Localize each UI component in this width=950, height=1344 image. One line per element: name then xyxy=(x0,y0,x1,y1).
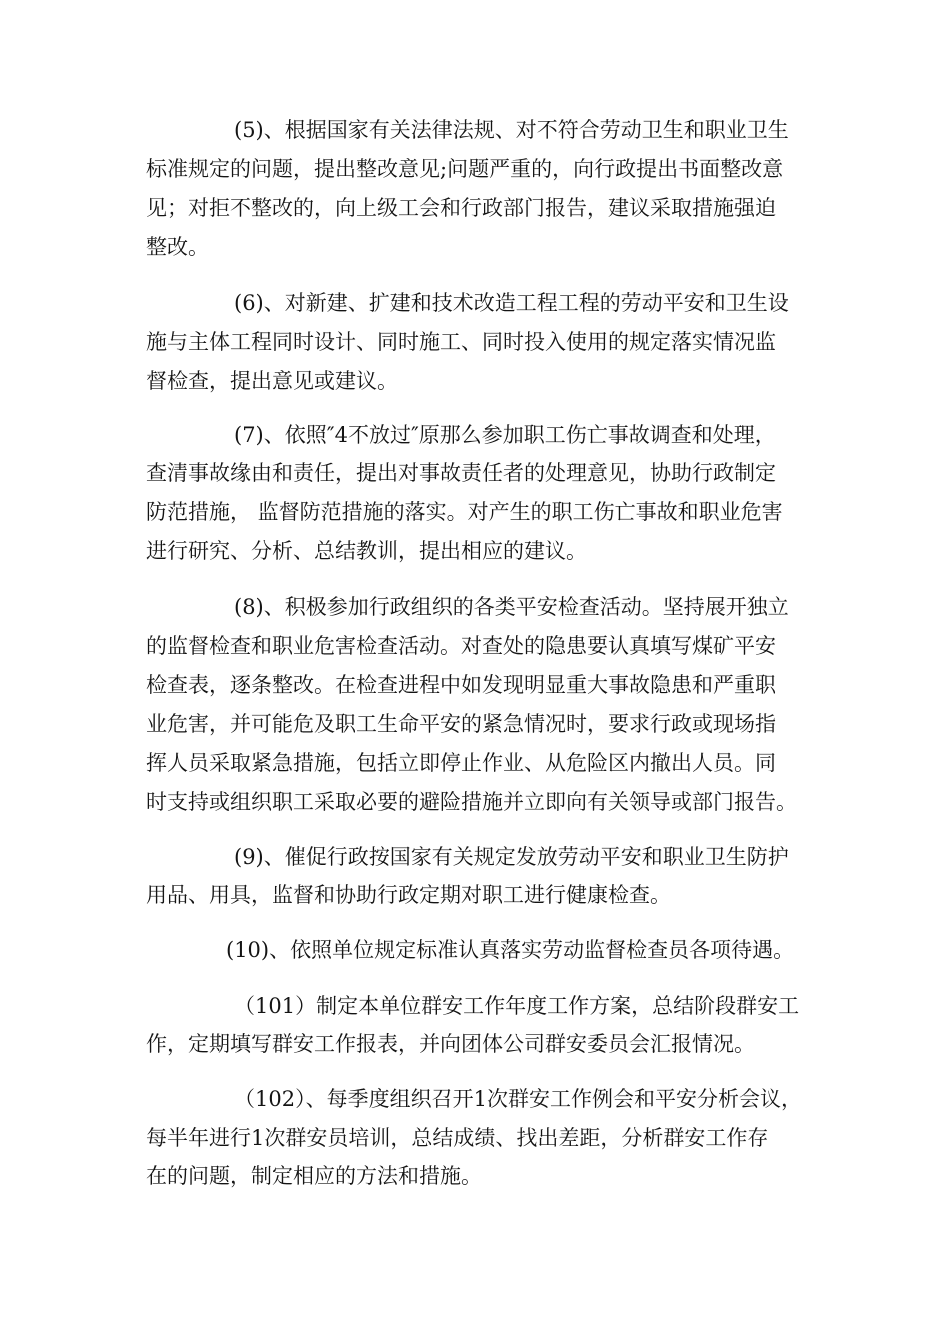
text-line: 进行研究、分析、总结教训，提出相应的建议。 xyxy=(146,539,587,563)
text-line: 每半年进行1次群安员培训，总结成绩、找出差距，分析群安工作存 xyxy=(146,1126,769,1150)
text-line: 查清事故缘由和责任，提出对事故责任者的处理意见，协助行政制定 xyxy=(146,461,776,485)
text-line: (5)、根据国家有关法律法规、对不符合劳动卫生和职业卫生 xyxy=(234,118,789,142)
text-line: 时支持或组织职工采取必要的避险措施并立即向有关领导或部门报告。 xyxy=(146,790,797,814)
text-line: （101）制定本单位群安工作年度工作方案，总结阶段群安工 xyxy=(234,994,800,1018)
text-line: (10)、依照单位规定标准认真落实劳动监督检查员各项待遇。 xyxy=(226,938,795,962)
text-line: （102）、每季度组织召开1次群安工作例会和平安分析会议， xyxy=(234,1087,802,1111)
text-line: (8)、积极参加行政组织的各类平安检查活动。坚持展开独立 xyxy=(234,595,789,619)
text-line: 见；对拒不整改的，向上级工会和行政部门报告，建议采取措施强迫 xyxy=(146,196,776,220)
text-line: 作，定期填写群安工作报表，并向团体公司群安委员会汇报情况。 xyxy=(146,1032,755,1056)
text-line: 督检查，提出意见或建议。 xyxy=(146,369,398,393)
text-line: (6)、对新建、扩建和技术改造工程工程的劳动平安和卫生设 xyxy=(234,291,789,315)
text-line: 在的问题，制定相应的方法和措施。 xyxy=(146,1164,482,1188)
text-line: 挥人员采取紧急措施，包括立即停止作业、从危险区内撤出人员。同 xyxy=(146,751,776,775)
text-line: 整改。 xyxy=(146,235,209,259)
text-line: (7)、依照″4不放过″原那么参加职工伤亡事故调查和处理， xyxy=(234,423,776,447)
text-line: (9)、催促行政按国家有关规定发放劳动平安和职业卫生防护 xyxy=(234,845,789,869)
text-line: 的监督检查和职业危害检查活动。对查处的隐患要认真填写煤矿平安 xyxy=(146,634,776,658)
text-line: 标准规定的问题，提出整改意见;问题严重的，向行政提出书面整改意 xyxy=(146,157,784,181)
text-line: 用品、用具，监督和协助行政定期对职工进行健康检查。 xyxy=(146,883,671,907)
text-line: 检查表，逐条整改。在检查进程中如发现明显重大事故隐患和严重职 xyxy=(146,673,776,697)
text-line: 防范措施， 监督防范措施的落实。对产生的职工伤亡事故和职业危害 xyxy=(146,500,783,524)
text-line: 业危害，并可能危及职工生命平安的紧急情况时，要求行政或现场指 xyxy=(146,712,776,736)
text-line: 施与主体工程同时设计、同时施工、同时投入使用的规定落实情况监 xyxy=(146,330,776,354)
